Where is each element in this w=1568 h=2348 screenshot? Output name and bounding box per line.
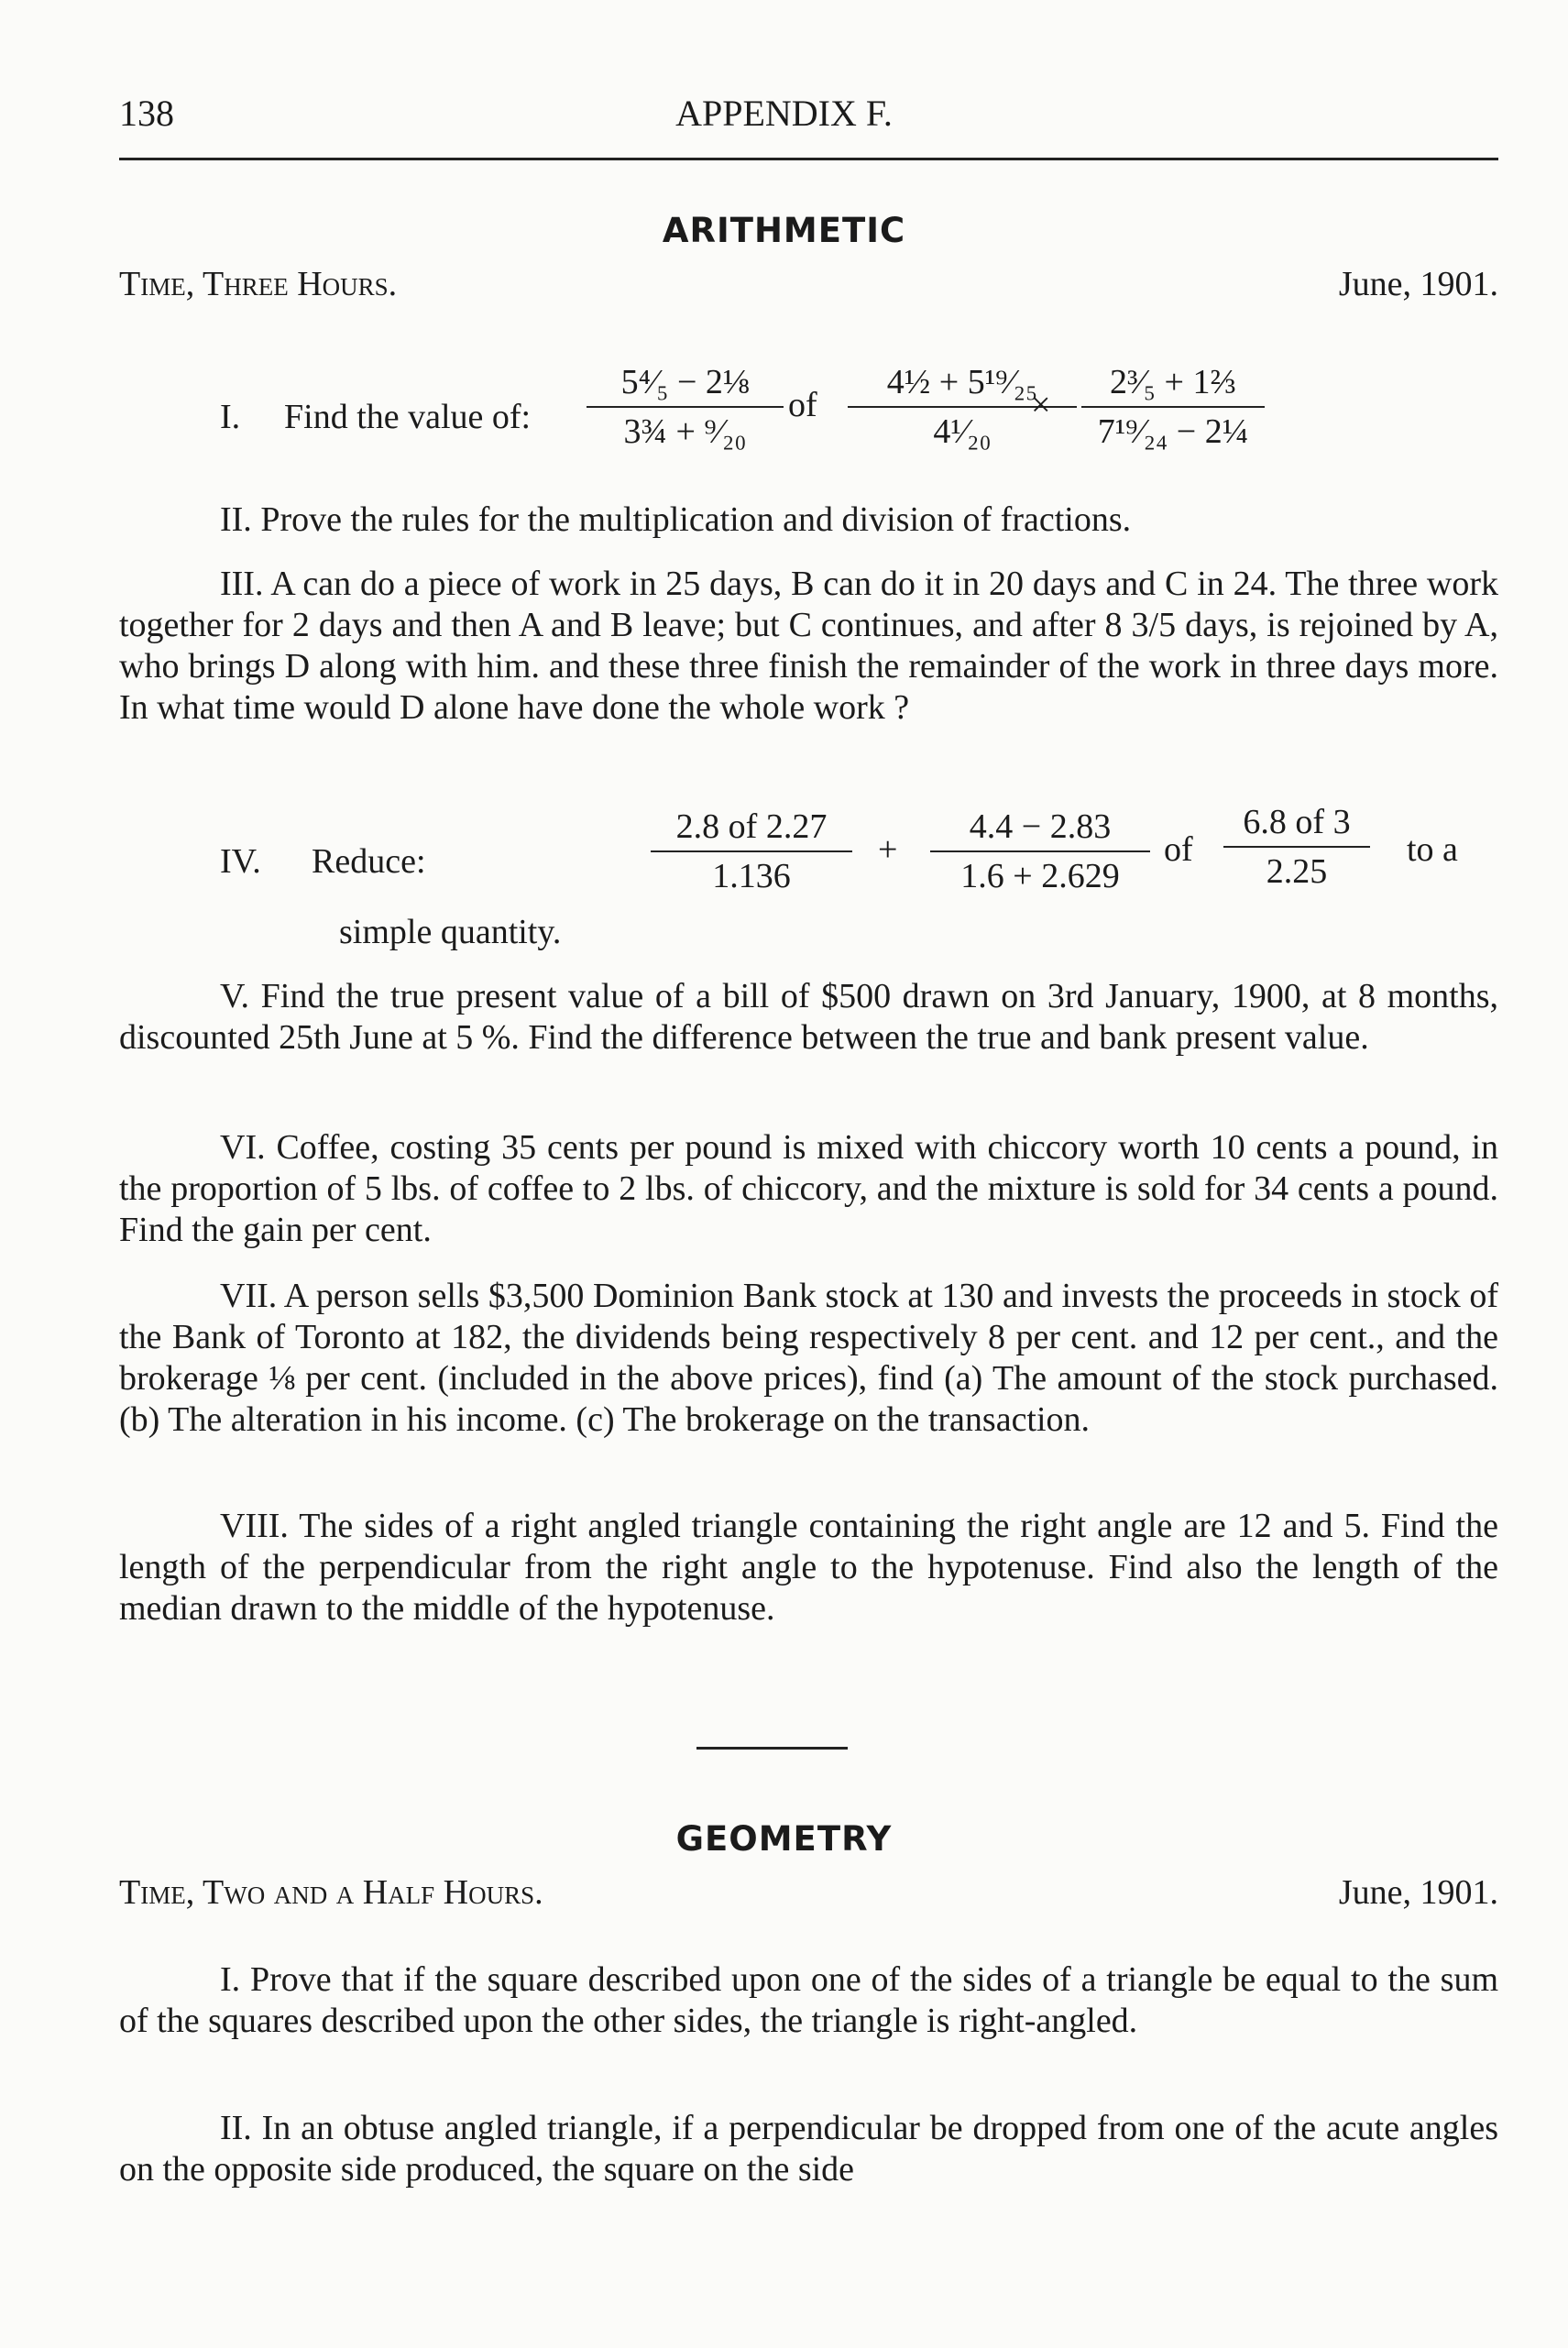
q4-fraction-1 — [651, 806, 852, 896]
q4-fraction-1-denominator: 1.136 — [712, 857, 791, 895]
geometry-q2-text: In an obtuse angled triangle, if a perpendicular be dropped from one of the acute angles on the opposite side produced, the square on the side — [119, 2109, 1498, 2189]
q5-number: V. — [220, 977, 250, 1015]
q1-prompt: Find the value of: — [284, 398, 532, 436]
q1-fraction-3 — [1081, 362, 1265, 452]
geometry-q1-number: I. — [220, 1960, 241, 1999]
q4-prompt: Reduce: — [312, 842, 426, 881]
geometry-time: Time, Two and a Half Hours. — [119, 1873, 543, 1912]
q1-fraction-1-numerator: 5⁴⁄₅ − 2⅛ — [587, 362, 784, 408]
q4-plus: + — [878, 830, 898, 869]
q4-tail-continued: simple quantity. — [339, 913, 562, 951]
q1-times: × — [1031, 386, 1051, 424]
q8-text: The sides of a right angled triangle containing the right angle are 12 and 5. Find the length of the perpendicular from the right angle to the hypotenuse. Find also the length of the median drawn to the middle of the hypotenuse. — [119, 1507, 1498, 1628]
q4-number: IV. — [220, 842, 261, 881]
arithmetic-date: June, 1901. — [1338, 265, 1498, 303]
arithmetic-question-3 — [119, 564, 1498, 729]
q1-fraction-2-numerator: 4½ + 5¹⁹⁄₂₅ — [848, 362, 1077, 408]
section-divider — [696, 1747, 848, 1750]
geometry-q1-text: Prove that if the square described upon one of the sides of a triangle be equal to the sum of the squares described upon the other sides, the triangle is right-angled. — [119, 1960, 1499, 2040]
q1-fraction-1 — [587, 362, 784, 452]
arithmetic-question-7 — [119, 1276, 1498, 1441]
q7-text: A person sells $3,500 Dominion Bank stock at 130 and invests the proceeds in stock of the Bank of Toronto at 182, the dividends being respectively 8 per cent. and 12 per cent., and the brokerage ⅛ per cent. (included in the above prices), find (a) The amount of the stock purchased. (b) The alteration in his income. (c) The brokerage on the transaction. — [119, 1277, 1498, 1439]
q5-text: Find the true present value of a bill of $500 drawn on 3rd January, 1900, at 8 months, discounted 25th June at 5 %. Find the difference between the true and bank present value. — [119, 977, 1499, 1057]
q8-number: VIII. — [220, 1507, 289, 1545]
arithmetic-question-6 — [119, 1127, 1498, 1251]
q4-tail: to a — [1407, 830, 1458, 869]
q2-number: II. — [220, 500, 252, 539]
q1-number: I. — [220, 398, 241, 436]
q1-fraction-3-numerator: 2³⁄₅ + 1⅔ — [1081, 362, 1265, 408]
q1-fraction-1-denominator: 3¾ + ⁹⁄₂₀ — [623, 412, 747, 451]
geometry-question-2 — [119, 2108, 1498, 2190]
section-title-geometry: GEOMETRY — [675, 1819, 893, 1859]
q4-fraction-2-numerator: 4.4 − 2.83 — [930, 806, 1150, 852]
arithmetic-question-5 — [119, 976, 1498, 1059]
q1-of: of — [788, 386, 817, 424]
q7-number: VII. — [220, 1277, 278, 1315]
q3-text: A can do a piece of work in 25 days, B can do it in 20 days and C in 24. The three work together for 2 days and then A and B leave; but C continues, and after 8 3/5 days, is rejoined by A, who brings D along with him. and these three finish the remainder of the work in three days more. In what time would D alone have done the whole work ? — [119, 565, 1499, 727]
geometry-q2-number: II. — [220, 2109, 252, 2147]
geometry-date: June, 1901. — [1338, 1873, 1498, 1912]
header-rule — [119, 158, 1498, 160]
q1-fraction-3-denominator: 7¹⁹⁄₂₄ − 2¼ — [1097, 412, 1249, 451]
q4-fraction-3-denominator: 2.25 — [1266, 852, 1328, 891]
q4-fraction-1-numerator: 2.8 of 2.27 — [651, 806, 852, 852]
arithmetic-question-8 — [119, 1506, 1498, 1629]
q4-fraction-2-denominator: 1.6 + 2.629 — [960, 857, 1120, 895]
section-title-arithmetic: ARITHMETIC — [662, 211, 906, 250]
arithmetic-question-2 — [220, 499, 1498, 541]
q4-fraction-3-numerator: 6.8 of 3 — [1223, 802, 1370, 848]
q4-of: of — [1164, 830, 1193, 869]
q3-number: III. — [220, 565, 264, 603]
arithmetic-time: Time, Three Hours. — [119, 265, 398, 303]
q1-fraction-2-denominator: 4¹⁄₂₀ — [933, 412, 992, 451]
page-number: 138 — [119, 93, 174, 134]
q6-text: Coffee, costing 35 cents per pound is mixed with chiccory worth 10 cents a pound, in the proportion of 5 lbs. of coffee to 2 lbs. of chiccory, and the mixture is sold for 34 cents a pound. Find the gain per cent. — [119, 1128, 1498, 1249]
q6-number: VI. — [220, 1128, 266, 1167]
q4-fraction-2 — [930, 806, 1150, 896]
q2-text: Prove the rules for the multiplication and division of fractions. — [260, 500, 1132, 539]
q4-fraction-3 — [1223, 802, 1370, 892]
geometry-question-1 — [119, 1959, 1498, 2042]
running-title: APPENDIX F. — [675, 93, 893, 134]
